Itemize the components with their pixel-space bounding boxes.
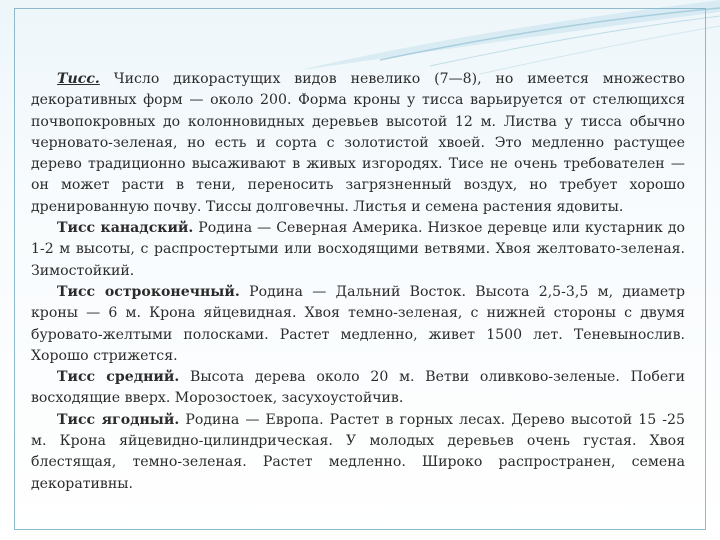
- term-heading: Тисс средний.: [57, 369, 180, 386]
- paragraph-taxus-cuspidata: [31, 282, 685, 367]
- term-heading: Тисс ягодный.: [57, 411, 180, 428]
- term-heading: Тисс остроконечный.: [57, 283, 240, 300]
- term-heading: Тисс канадский.: [57, 220, 194, 237]
- text-body: [31, 69, 685, 495]
- paragraph-taxus-canadensis: [31, 218, 685, 282]
- paragraph-text: Высота дерева около 20 м. Ветви оливково-зеленые. Побеги восходящие вверх. Морозостоек, засухоустойчив.: [31, 369, 685, 407]
- paragraph-taxus-media: [31, 367, 685, 410]
- paragraph-text: Родина — Дальний Восток. Высота 2,5-3,5 м, диаметр кроны — 6 м. Крона яйцевидная. Хвоя темно-зеленая, с нижней стороны с двумя буровато-желтыми полосками. Растет медленно, живет 1500 лет. Теневынослив. Хорошо стрижется.: [31, 283, 685, 364]
- paragraph-taxus: [31, 69, 685, 218]
- term-heading: Тисс.: [57, 71, 100, 87]
- paragraph-text: Родина — Европа. Растет в горных лесах. Дерево высотой 15 -25 м. Крона яйцевидно-цилиндрическая. У молодых деревьев очень густая. Хвоя блестящая, темно-зеленая. Растет медленно. Широко распространен, семена декоративны.: [31, 411, 685, 492]
- paragraph-text: Число дикорастущих видов невелико (7—8), но имеется множество декоративных форм — около 200. Форма кроны у тисса варьируется от стелющихся почвопокровных до колонновидных деревьев высотой 12 м. Листва у тисса обычно черновато-зеленая, но есть и сорта с золотистой хвоей. Это медленно растущее дерево традиционно высаживают в живых изгородях. Тисе не очень требователен — он может расти в тени, переносить загрязненный воздух, но требует хорошо дренированную почву. Тиссы долговечны. Листья и семена растения ядовиты.: [31, 71, 685, 215]
- paragraph-taxus-baccata: [31, 410, 685, 495]
- paragraph-text: Родина — Северная Америка. Низкое деревце или кустарник до 1-2 м высоты, с распростертыми или восходящими ветвями. Хвоя желтовато-зеленая. Зимостойкий.: [31, 220, 685, 279]
